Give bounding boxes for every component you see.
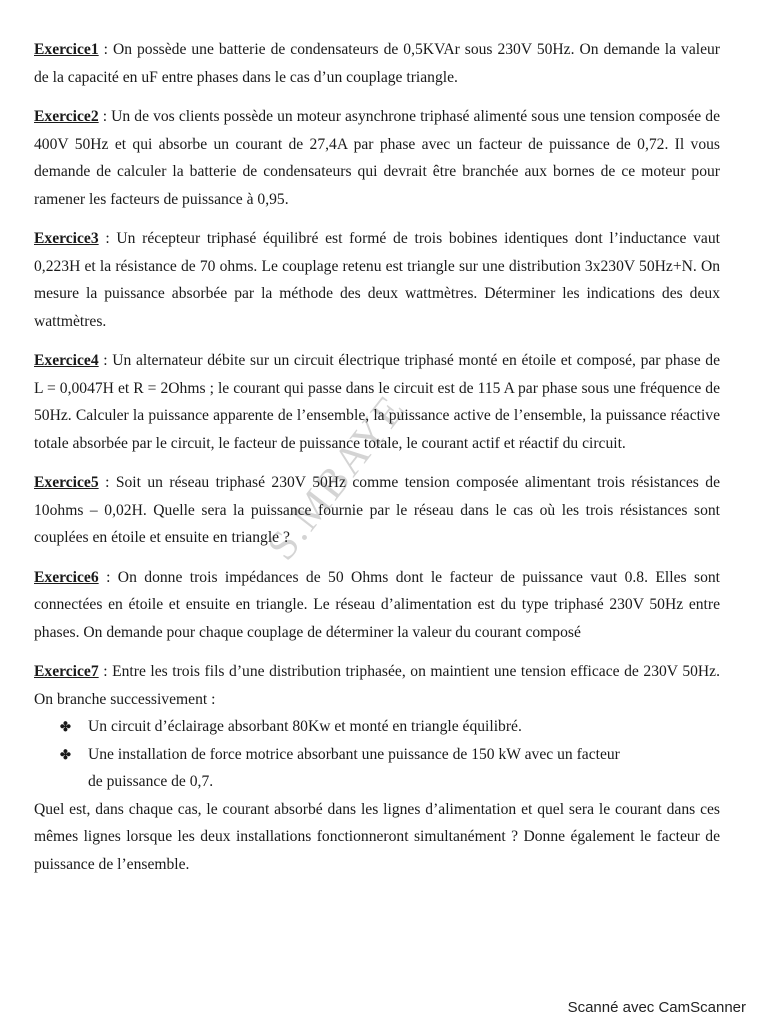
exercise-text: : Un de vos clients possède un moteur asynchrone triphasé alimenté sous une tension composée de 400V 50Hz et qui absorbe un courant de 27,4A par phase avec un facteur de puissance de 0,72. Il vous demande de calculer la batterie de condensateurs qui devrait être branchée aux bornes de ce moteur pour ramener les facteurs de puissance à 0,95. xyxy=(34,108,720,208)
exercise-title: Exercice4 xyxy=(34,352,99,369)
exercise-title: Exercice1 xyxy=(34,41,99,58)
exercise-1 xyxy=(34,36,720,91)
exercise-7-intro xyxy=(34,658,720,713)
exercise-text: : Soit un réseau triphasé 230V 50Hz comme tension composée alimentant trois résistances de 10ohms – 0,02H. Quelle sera la puissance fournie par le réseau dans le cas où les trois résistances sont couplées en étoile et ensuite en triangle ? xyxy=(34,474,720,546)
list-item-continuation: de puissance de 0,7. xyxy=(88,773,214,790)
list-item-text: Une installation de force motrice absorbant une puissance de 150 kW avec un facteur xyxy=(88,745,620,763)
exercise-text: : Entre les trois fils d’une distribution triphasée, on maintient une tension efficace de 230V 50Hz. On branche successivement : xyxy=(34,663,720,708)
exercise-7-list xyxy=(34,713,720,768)
list-item xyxy=(60,741,720,769)
exercise-title: Exercice6 xyxy=(34,568,99,586)
list-item-text: Un circuit d’éclairage absorbant 80Kw et monté en triangle équilibré. xyxy=(88,718,522,735)
exercise-2 xyxy=(34,103,720,213)
exercise-6 xyxy=(34,564,720,647)
exercise-5 xyxy=(34,469,720,552)
exercise-text: : Un alternateur débite sur un circuit électrique triphasé monté en étoile et composé, par phase de L = 0,0047H et R = 2Ohms ; le courant qui passe dans le circuit est de 115 A par phase sous une fréquence de 50Hz. Calculer la puissance apparente de l’ensemble, la puissance active de l’ensemble, la puissance réactive totale absorbée par le circuit, le facteur de puissance totale, le courant actif et réactif du circuit. xyxy=(34,352,720,452)
exercise-title: Exercice3 xyxy=(34,230,99,247)
exercise-7-question: Quel est, dans chaque cas, le courant absorbé dans les lignes d’alimentation et quel sera le courant dans ces mêmes lignes lorsque les deux installations fonctionneront simultanément ? Donne également le facteur de puissance de l’ensemble. xyxy=(34,800,720,873)
exercise-text: : On possède une batterie de condensateurs de 0,5KVAr sous 230V 50Hz. On demande la valeur de la capacité en uF entre phases dans le cas d’un couplage triangle. xyxy=(34,41,720,86)
bullet-icon: ✤ xyxy=(60,719,71,734)
exercise-3 xyxy=(34,225,720,335)
exercise-sheet xyxy=(34,36,720,890)
scanner-footer: Scanné avec CamScanner xyxy=(567,999,746,1016)
watermark-stamp: S.MBAYE xyxy=(258,386,416,569)
exercise-4 xyxy=(34,347,720,457)
list-item xyxy=(60,713,720,741)
exercise-title: Exercice7 xyxy=(34,663,99,680)
exercise-title: Exercice2 xyxy=(34,108,99,125)
bullet-icon: ✤ xyxy=(60,746,71,762)
exercise-title: Exercice5 xyxy=(34,474,99,491)
exercise-text: : On donne trois impédances de 50 Ohms dont le facteur de puissance vaut 0.8. Elles sont connectées en étoile et ensuite en triangle. Le réseau d’alimentation est du type triphasé 230V 50Hz entre phases. On demande pour chaque couplage de déterminer la valeur du courant composé xyxy=(34,568,720,641)
exercise-text: : Un récepteur triphasé équilibré est formé de trois bobines identiques dont l’inductance vaut 0,223H et la résistance de 70 ohms. Le couplage retenu est triangle sur une distribution 3x230V 50Hz+N. On mesure la puissance absorbée par la méthode des deux wattmètres. Déterminer les indications des deux wattmètres. xyxy=(34,230,720,330)
exercise-7 xyxy=(34,658,720,878)
